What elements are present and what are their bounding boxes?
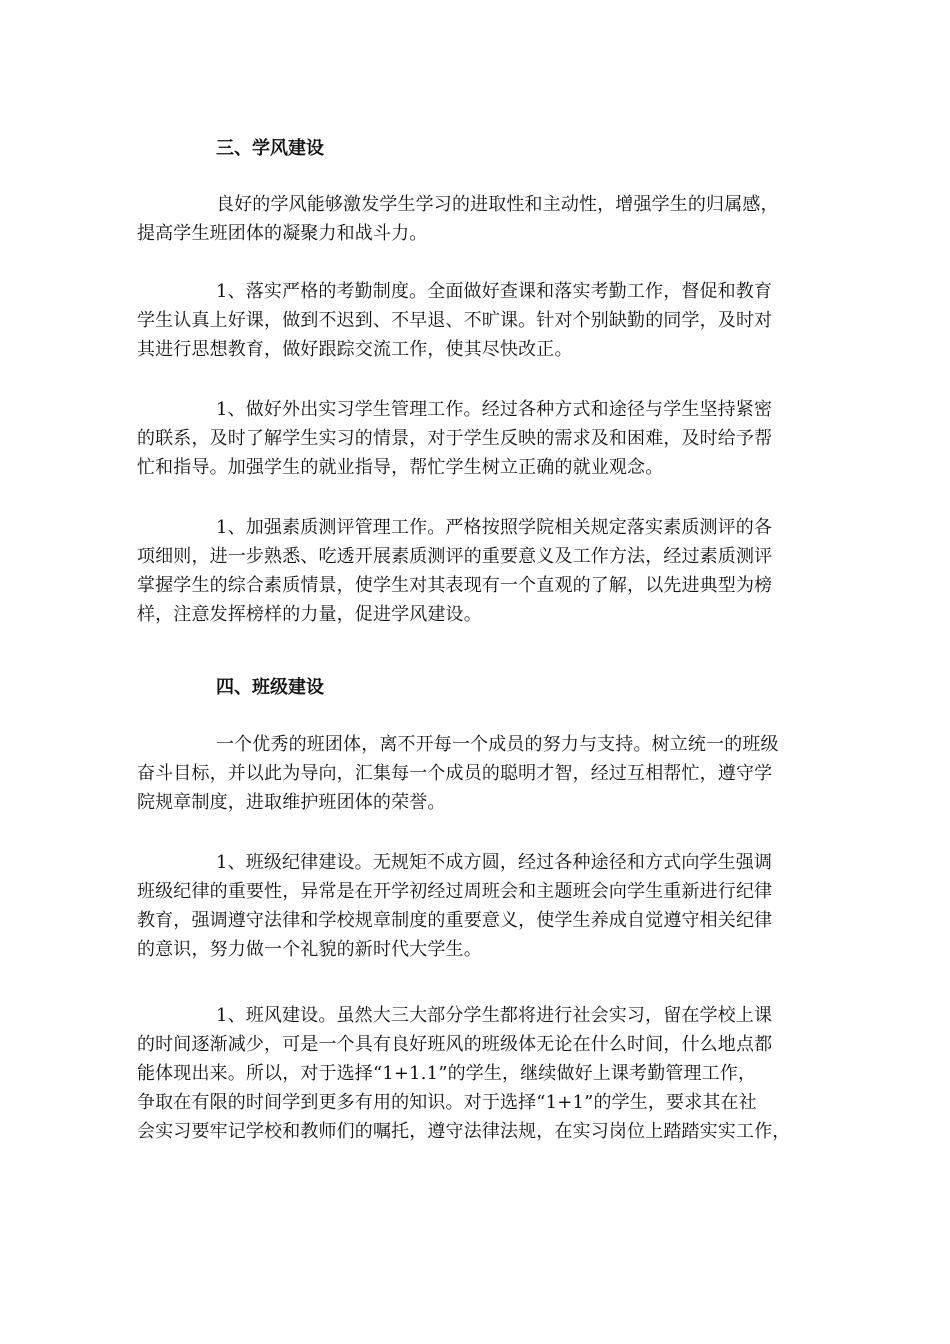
paragraph-line: 会实习要牢记学校和教师们的嘱托，遵守法律法规，在实习岗位上踏踏实实工作， <box>137 1121 791 1142</box>
paragraph-line: 一个优秀的班团体，离不开每一个成员的努力与支持。树立统一的班级 <box>216 734 779 755</box>
paragraph-line: 学生认真上好课，做到不迟到、不早退、不旷课。针对个别缺勤的同学，及时对 <box>137 310 773 331</box>
paragraph-line: 忙和指导。加强学生的就业指导，帮忙学生树立正确的就业观念。 <box>137 457 664 478</box>
paragraph-line: 1、做好外出实习学生管理工作。经过各种方式和途径与学生坚持紧密 <box>216 399 773 420</box>
paragraph-line: 1、加强素质测评管理工作。严格按照学院相关规定落实素质测评的各 <box>216 517 773 538</box>
paragraph-line: 班级纪律的重要性，异常是在开学初经过周班会和主题班会向学生重新进行纪律 <box>137 881 773 902</box>
paragraph-line: 能体现出来。所以，对于选择“1+1.1”的学生，继续做好上课考勤管理工作， <box>137 1063 757 1084</box>
paragraph-class-style <box>137 1001 827 1146</box>
paragraph-class-discipline <box>137 848 827 964</box>
paragraph-class-intro <box>137 730 827 817</box>
paragraph-study-style-intro <box>137 190 827 248</box>
paragraph-line: 的时间逐渐减少，可是一个具有良好班风的班级体无论在什么时间，什么地点都 <box>137 1034 773 1055</box>
paragraph-attendance <box>137 277 827 364</box>
section-heading-study-style: 三、学风建设 <box>216 138 324 159</box>
paragraph-line: 良好的学风能够激发学生学习的进取性和主动性，增强学生的归属感， <box>216 194 779 215</box>
paragraph-line: 样，注意发挥榜样的力量，促进学风建设。 <box>137 604 482 625</box>
paragraph-quality-evaluation <box>137 513 827 629</box>
paragraph-line: 1、班风建设。虽然大三大部分学生都将进行社会实习，留在学校上课 <box>216 1005 773 1026</box>
paragraph-line: 掌握学生的综合素质情景，使学生对其表现有一个直观的了解，以先进典型为榜 <box>137 575 773 596</box>
paragraph-line: 的联系，及时了解学生实习的情景，对于学生反映的需求及和困难，及时给予帮 <box>137 428 773 449</box>
paragraph-line: 项细则，进一步熟悉、吃透开展素质测评的重要意义及工作方法，经过素质测评 <box>137 546 773 567</box>
paragraph-line: 其进行思想教育，做好跟踪交流工作，使其尽快改正。 <box>137 339 573 360</box>
paragraph-line: 争取在有限的时间学到更多有用的知识。对于选择“1+1”的学生，要求其在社 <box>137 1092 757 1113</box>
paragraph-line: 1、班级纪律建设。无规矩不成方圆，经过各种途径和方式向学生强调 <box>216 852 773 873</box>
section-heading-class-building: 四、班级建设 <box>216 677 324 698</box>
paragraph-line: 的意识，努力做一个礼貌的新时代大学生。 <box>137 939 482 960</box>
paragraph-internship <box>137 395 827 482</box>
paragraph-line: 提高学生班团体的凝聚力和战斗力。 <box>137 223 428 244</box>
paragraph-line: 奋斗目标，并以此为导向，汇集每一个成员的聪明才智，经过互相帮忙，遵守学 <box>137 763 773 784</box>
paragraph-line: 教育，强调遵守法律和学校规章制度的重要意义，使学生养成自觉遵守相关纪律 <box>137 910 773 931</box>
paragraph-line: 1、落实严格的考勤制度。全面做好查课和落实考勤工作，督促和教育 <box>216 281 773 302</box>
paragraph-line: 院规章制度，进取维护班团体的荣誉。 <box>137 792 446 813</box>
